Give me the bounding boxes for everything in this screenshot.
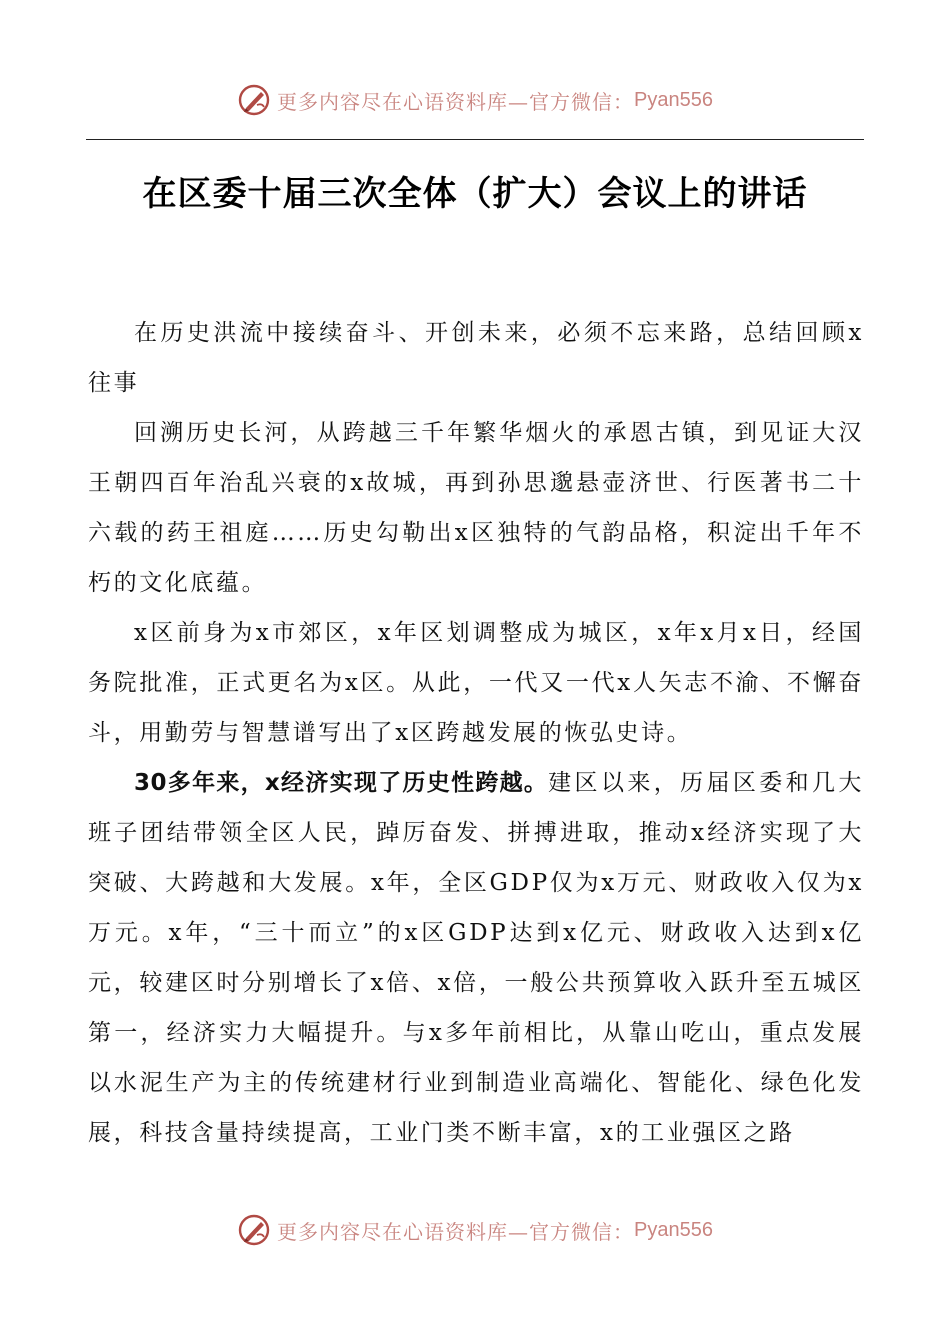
watermark-wechat-id: Pyan556 bbox=[634, 1218, 713, 1241]
pen-logo-icon bbox=[237, 83, 271, 117]
footer-watermark bbox=[0, 1208, 950, 1252]
document-title: 在区委十届三次全体（扩大）会议上的讲话 bbox=[142, 174, 808, 214]
paragraph-lead: 30多年来，x经济实现了历史性跨越。 bbox=[134, 770, 549, 796]
header-watermark bbox=[0, 78, 950, 122]
watermark-wechat-id: Pyan556 bbox=[634, 88, 713, 111]
watermark-text: 更多内容尽在心语资料库—官方微信： bbox=[277, 1219, 635, 1244]
header-divider bbox=[86, 139, 864, 140]
paragraph: 30多年来，x经济实现了历史性跨越。建区以来，历届区委和几大班子团结带领全区人民，踔厉奋发、拼搏进取，推动x经济实现了大突破、大跨越和大发展。x年，全区GDP仅为x万元、财政收入仅为x万元。x年，“三十而立”的x区GDP达到x亿元、财政收入达到x亿元，较建区时分别增长了x倍、x倍，一般公共预算收入跃升至五城区第一，经济实力大幅提升。与x多年前相比，从靠山吃山，重点发展以水泥生产为主的传统建材行业到制造业高端化、智能化、绿色化发展，科技含量持续提高，工业门类不断丰富，x的工业强区之路 bbox=[88, 770, 864, 1146]
watermark-text: 更多内容尽在心语资料库—官方微信： bbox=[277, 89, 635, 114]
pen-logo-icon bbox=[237, 1213, 271, 1247]
document-body bbox=[88, 308, 864, 1158]
paragraph: 回溯历史长河，从跨越三千年繁华烟火的承恩古镇，到见证大汉王朝四百年治乱兴衰的x故城，再到孙思邈悬壶济世、行医著书二十六载的药王祖庭……历史勾勒出x区独特的气韵品格，积淀出千年不朽的文化底蕴。 bbox=[88, 420, 864, 596]
paragraph: x区前身为x市郊区，x年区划调整成为城区，x年x月x日，经国务院批准，正式更名为x区。从此，一代又一代x人矢志不渝、不懈奋斗，用勤劳与智慧谱写出了x区跨越发展的恢弘史诗。 bbox=[88, 620, 864, 746]
paragraph: 在历史洪流中接续奋斗、开创未来，必须不忘来路，总结回顾x往事 bbox=[88, 320, 864, 396]
